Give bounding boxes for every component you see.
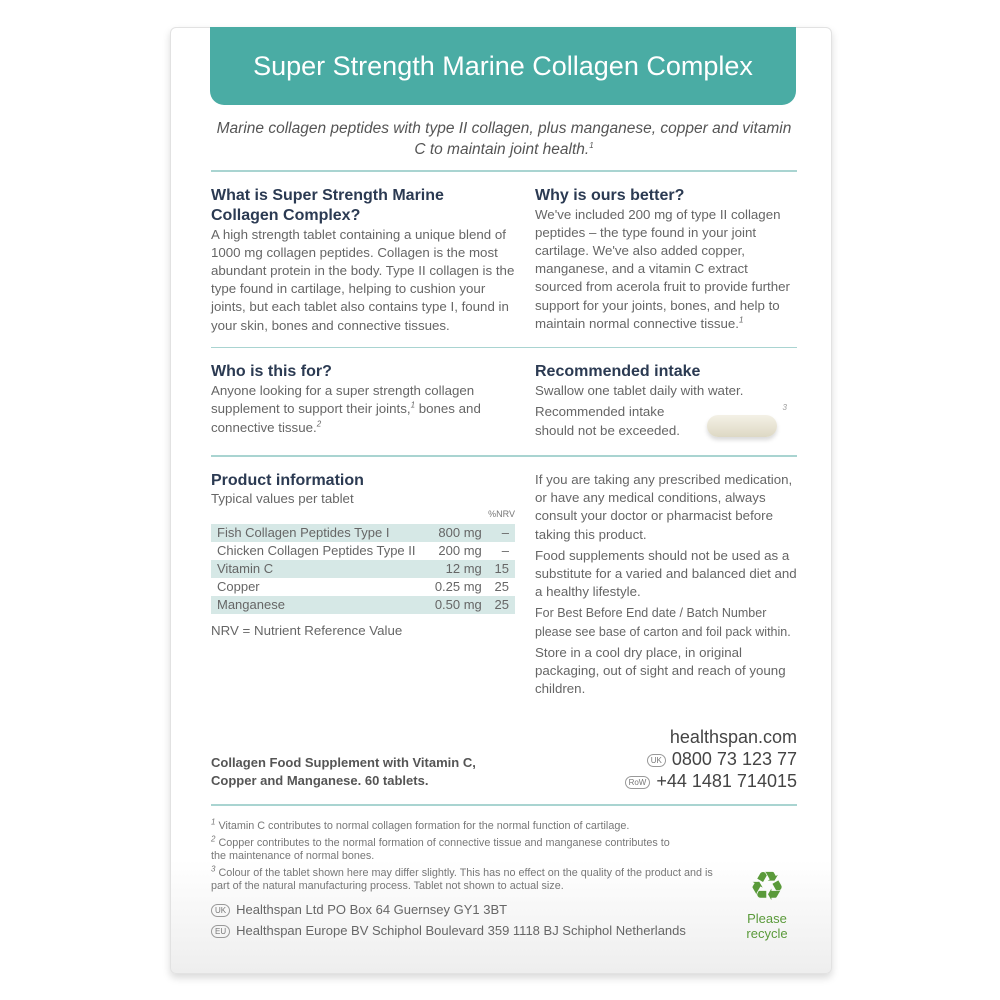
footnotes: $^1$ Vitamin C contributes to normal collagen formation for the normal function of cartilage. $^2$ Copper contributes to the normal formation of connective tissue and manganese contributes to the maintenance of normal bones. $^3$ Colour of the tablet shown here may differ slightly. This has no effect on the quality of the product and is part of the natural manufacturing process. Tablet not shown to actual size. [211,817,713,892]
advice-2: Food supplements should not be used as a substitute for a varied and balanced diet and a healthy lifestyle. [535,547,797,600]
nutrient-row [211,560,515,578]
advice-3: For Best Before End date / Batch Number please see base of carton and foil pack within. [535,606,791,639]
advice-4: Store in a cool dry place, in original packaging, out of sight and reach of young children. [535,644,786,697]
what-heading: What is Super Strength Marine Collagen Complex? [211,186,444,224]
nutrient-nrv: 25 [494,579,509,595]
nutrient-nrv: – [501,543,509,559]
footnote-1: Vitamin C contributes to normal collagen formation for the normal function of cartilage. [218,819,630,832]
recycle-label: Please recycle [746,910,788,941]
intake-line1: Swallow one tablet daily with water. [535,383,744,399]
uk-badge: UK [647,754,666,767]
contact-row [211,710,797,804]
info-row [211,457,797,710]
who-section [211,362,515,443]
row-badge: RoW [625,776,651,789]
nutrient-row [211,524,515,542]
tablet-image [707,415,777,437]
nutrient-row [211,578,515,596]
product-info-heading: Product information [211,471,364,489]
eu-address: Healthspan Europe BV Schiphol Boulevard 359 1118 BJ Schiphol Netherlands [236,922,686,938]
footnote-2: Copper contributes to the normal formation of connective tissue and manganese contributes to the maintenance of normal bones. [211,836,670,862]
who-heading: Who is this for? [211,363,332,381]
nutrition-table [211,524,515,614]
why-section [535,186,797,335]
nutrient-name: Copper [217,579,260,595]
what-section [211,186,515,335]
product-info-subheading: Typical values per tablet [211,490,354,506]
footnote-3: Colour of the tablet shown here may differ slightly. This has no effect on the quality of the product and is part of the natural manufacturing process. Tablet not shown to actual size. [211,866,713,892]
website-link[interactable]: healthspan.com [669,727,797,748]
package-content [211,118,797,941]
footer-left [211,817,726,941]
nutrient-amount: 12 mg [427,560,488,578]
nutrient-row [211,542,515,560]
product-description: Collagen Food Supplement with Vitamin C, Copper and Manganese. 60 tablets. [211,755,476,789]
nutrient-name: Fish Collagen Peptides Type I [211,524,427,542]
about-row [211,172,797,347]
row-phone: +44 1481 714015 [656,771,797,792]
product-info-section [211,471,515,698]
why-body: We've included 200 mg of type II collagen peptides – the type found in your joint cartilage. We've also added copper, manganese, and a vitamin C extract sourced from acerola fruit to provide further support for your joints, bones, and help to maintain normal connective tissue.$^1$ [535,206,790,331]
contact-block [535,726,797,792]
who-body: Anyone looking for a super strength collagen supplement to support their joints,$^1$ bones and connective tissue.$^2$ [211,383,481,435]
nutrient-name: Chicken Collagen Peptides Type II [217,543,416,559]
tablet-figure [707,403,787,443]
uk-phone: 0800 73 123 77 [671,749,797,770]
what-body: A high strength tablet containing a unique blend of 1000 mg collagen peptides. Collagen is the most abundant protein in the body. Type II collagen is the type found in cartilage, helping to cushion your joints, but each tablet also contains type I, found in your skin, bones and connective tissues. [211,226,515,333]
nutrient-row [211,596,515,614]
nutrient-nrv: – [488,524,515,542]
intake-heading: Recommended intake [535,363,701,381]
nutrient-amount: 0.50 mg [427,596,488,614]
intake-line2: Recommended intake should not be exceeded. [535,404,680,438]
uk-address: Healthspan Ltd PO Box 64 Guernsey GY1 3BT [236,901,508,917]
recycle-block [737,863,797,941]
addresses: UK Healthspan Ltd PO Box 64 Guernsey GY1 3BT EU Healthspan Europe BV Schiphol Boulevard 359 1118 BJ Schiphol Netherlands [211,899,726,941]
nrv-footnote: NRV = Nutrient Reference Value [211,622,403,638]
intake-section [535,362,797,443]
advice-1: If you are taking any prescribed medication, or have any medical conditions, always consult your doctor or pharmacist before taking this product. [535,471,793,542]
nutrient-name: Manganese [211,596,427,614]
tablet-ref: 3 [782,403,787,413]
intake-row [535,403,797,443]
usage-row [211,348,797,455]
advice-section [535,471,797,698]
footer [211,806,797,941]
nutrient-name: Vitamin C [211,560,427,578]
title-banner [210,27,796,105]
why-heading: Why is ours better? [535,186,685,204]
nutrient-amount: 200 mg [438,543,482,559]
nutrient-nrv: 25 [488,596,515,614]
product-title: Super Strength Marine Collagen Complex [253,50,753,81]
recycle-icon: ♻ [749,864,785,909]
nrv-header: %NRV [488,508,515,519]
nutrient-amount: 0.25 mg [434,579,482,595]
nutrient-nrv: 15 [488,560,515,578]
nutrient-amount: 800 mg [427,524,488,542]
intro-text: Marine collagen peptides with type II collagen, plus manganese, copper and vitamin C to maintain joint health.$^1$ [216,120,792,158]
